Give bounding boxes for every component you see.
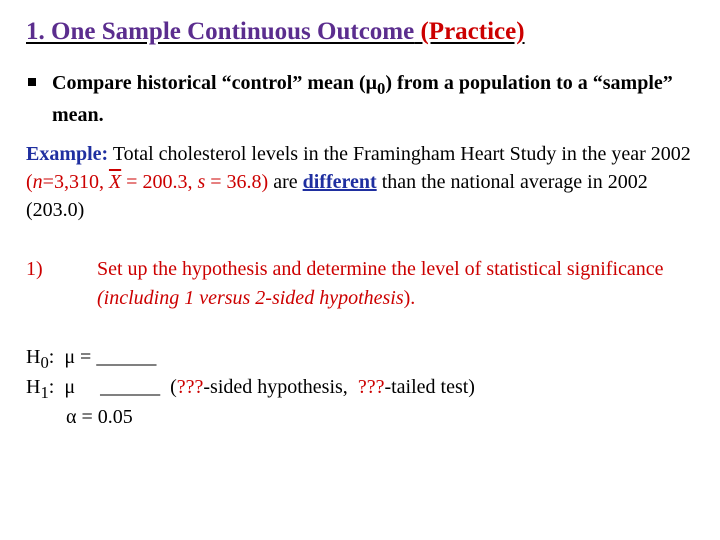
sample-stats — [26, 171, 268, 193]
mu-subscript: 0 — [377, 79, 386, 98]
example-paragraph — [26, 140, 706, 224]
stats-open: ( — [26, 171, 33, 193]
square-bullet-icon — [28, 78, 36, 86]
step-text — [97, 255, 706, 313]
different-word: different — [302, 171, 377, 193]
h1-end: -tailed test) — [384, 376, 475, 398]
step-text-italic: (including 1 versus 2-sided hypothesis — [97, 287, 404, 309]
null-hypothesis — [26, 345, 475, 375]
step-text-main: Set up the hypothesis and determine the level of statistical significance — [97, 258, 664, 280]
step-text-close: ). — [403, 287, 416, 309]
h1-sided-placeholder: ??? — [176, 376, 204, 398]
title-practice: (Practice) — [420, 18, 525, 45]
example-text3: than the national average in 2002 (203.0) — [26, 171, 648, 221]
h1-blank: ______ — [100, 376, 161, 398]
bullet-text-part1: Compare historical “control” mean (μ — [52, 72, 377, 94]
h0-blank: ______ — [96, 346, 157, 368]
h1-rest: : μ — [48, 376, 101, 398]
h1-mid: -sided hypothesis, — [203, 376, 358, 398]
h1-open: ( — [160, 376, 177, 398]
h0-letter: H — [26, 346, 41, 368]
example-text2: are — [268, 171, 303, 193]
s-value: = 36.8) — [205, 171, 269, 193]
h0-subscript: 0 — [40, 353, 49, 372]
alternative-hypothesis — [26, 375, 475, 405]
hypotheses-block — [26, 345, 475, 430]
h1-subscript: 1 — [40, 383, 49, 402]
title-main: 1. One Sample Continuous Outcome — [26, 18, 415, 45]
h1-tailed-placeholder: ??? — [357, 376, 385, 398]
n-symbol: n — [32, 171, 43, 193]
xbar-value: = 200.3, — [121, 171, 198, 193]
bullet-point — [26, 70, 706, 129]
alpha-level: α = 0.05 — [66, 406, 133, 428]
slide-title — [26, 18, 525, 46]
s-symbol: s — [197, 171, 206, 193]
example-text1: Total cholesterol levels in the Framingham Heart Study in the year 2002 — [108, 143, 691, 165]
n-value: =3,310, — [42, 171, 109, 193]
bullet-text — [52, 70, 706, 129]
bullet-text-part2: ) from a population to a “sample” mean. — [52, 72, 673, 126]
step-number: 1) — [26, 258, 43, 280]
step-1 — [26, 255, 706, 313]
h1-letter: H — [26, 376, 41, 398]
xbar-symbol: $\overline{X}$ — [108, 171, 122, 193]
example-label: Example: — [26, 143, 109, 165]
h0-rest: : μ = — [48, 346, 97, 368]
